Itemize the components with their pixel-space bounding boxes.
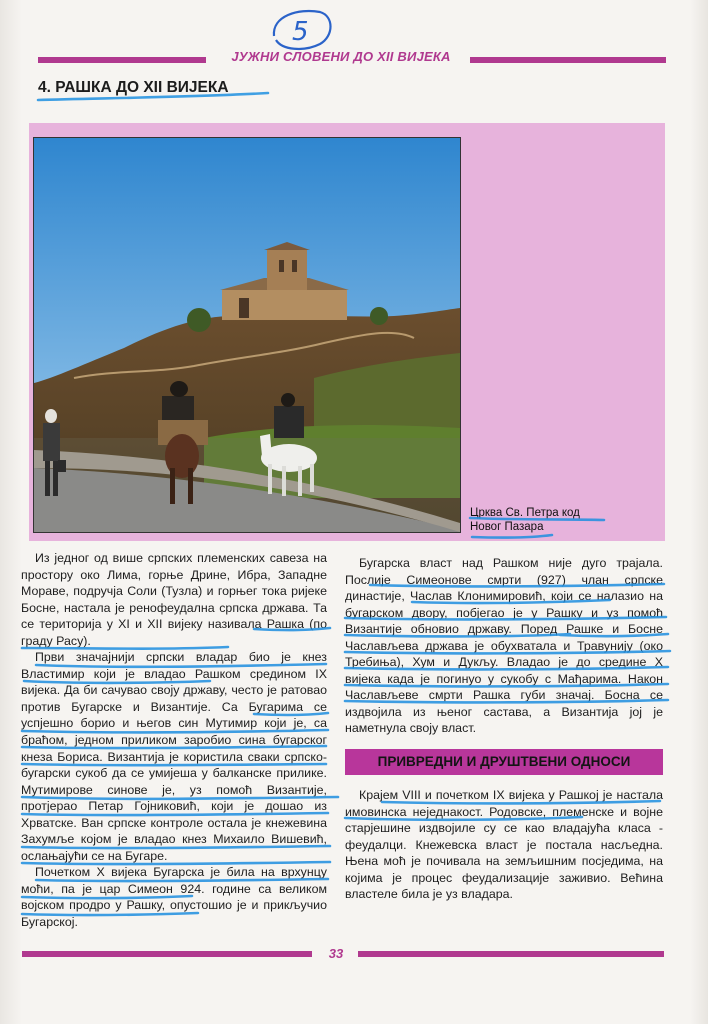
section-heading: ПРИВРЕДНИ И ДРУШТВЕНИ ОДНОСИ	[345, 749, 663, 775]
handwritten-number: 5	[292, 17, 309, 47]
footer-rule-right	[358, 951, 664, 957]
handwritten-page-number	[268, 6, 338, 54]
header-rule-right	[470, 57, 666, 63]
left-column	[21, 550, 327, 931]
running-title: ЈУЖНИ СЛОВЕНИ ДО XII ВИЈЕКА	[231, 49, 451, 64]
paragraph: Бугарска власт над Рашком није дуго трајала. Послије Симеонове смрти (927) члан српске династије, Часлав Клонимировић, који се налазио на бугарском двору, побјегао је у Рашку и уз помоћ Византије обновио државу. Поред Рашке и Босне Часлављева држава је обухватала и Травунију (око Требиња), Хум и Дукљу. Владао је до средине X вијека када је погинуо у сукобу с Мађарима. Након Часлављеве смрти Рашка губи значај. Босна се издвојила из њеног састава, а Византија јој је наметнула своју власт.	[345, 556, 663, 736]
paragraph: Први значајнији српски владар био је кнез Властимир који је владао Рашком средином IX вијека. Да би сачувао своју државу, често је ратовао против Бугарске и Византије. Са Бугарима се успјешно борио и његов син Мутимир који је, са браћом, једном приликом заробио сина бугарског кнеза Бориса. Византија је користила сваки српско-бугарски сукоб да се умијеша у балканске прилике. Мутимирове синове је, уз помоћ Византије, протјерао Петар Гојниковић, који је дошао из Хрватске. Ван српске контроле остала је кнежевина Захумље којом је владао кнез Михаило Вишевић, ослањајући се на Бугаре.	[21, 650, 327, 863]
right-column	[345, 555, 663, 737]
paragraph: Крајем VIII и почетком IX вијека у Рашкој је настала имовинска неједнакост. Родовске, племенске и војне старјешине издвојиле су се као владајућа класа - феудалци. Кнежевска власт је постала насљедна. Њена моћ је почивала на земљишним посједима, на којима је процес феудализације заживио. Већина властеле била је уз владара.	[345, 788, 663, 902]
chapter-title: 4. РАШКА ДО XII ВИЈЕКА	[38, 79, 229, 96]
header-rule-left	[38, 57, 206, 63]
page-number: 33	[328, 946, 344, 961]
paragraph: Из једног од више српских племенских савеза на простору око Лима, горње Дрине, Ибра, Западне Мораве, подручја Соли (Тузла) и горњег тока ријеке Босне, настала је ренофеудална српска држава. Та се територија у XI и XII вијеку називала Рашка (по граду Расу).	[21, 551, 327, 648]
photo-caption	[470, 506, 580, 534]
paragraph: Почетком X вијека Бугарска је била на врхунцу моћи, па је цар Симеон 924. године са великом војском продро у Рашку, опустошио је и прикључио Бугарској.	[21, 865, 327, 930]
section-body	[345, 787, 663, 903]
caption-line-2: Новог Пазара	[470, 521, 544, 533]
church-photo	[33, 137, 461, 533]
footer-rule-left	[22, 951, 312, 957]
caption-line-1: Црква Св. Петра код	[470, 507, 580, 519]
